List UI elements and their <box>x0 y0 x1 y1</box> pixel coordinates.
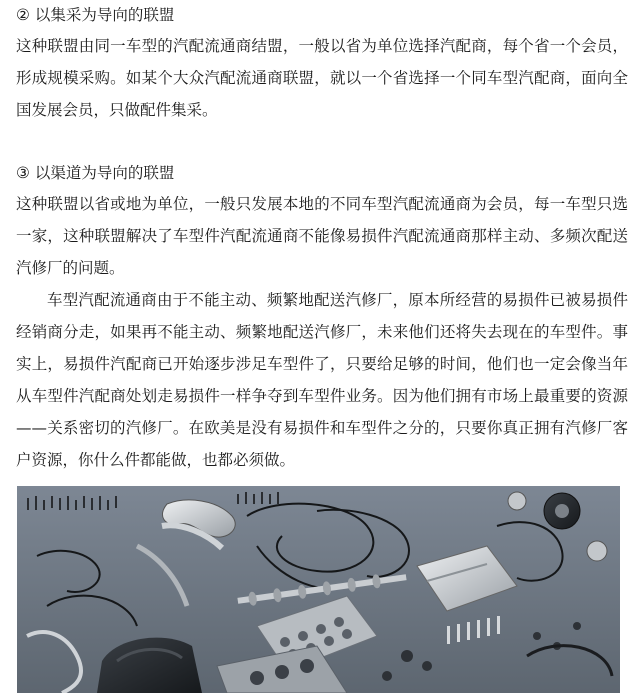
paragraph-channel-intro: 这种联盟以省或地为单位，一般只发展本地的不同车型汽配流通商为会员，每一车型只选一家，这种联盟解决了车型件汽配流通商不能像易损件汽配流通商那样主动、多频次配送汽修厂的问题。 <box>16 195 628 277</box>
paragraph-spacer <box>16 126 628 158</box>
section-heading-group-purchasing: ② 以集采为导向的联盟 <box>16 6 175 24</box>
paragraph-group-purchasing: 这种联盟由同一车型的汽配流通商结盟，一般以省为单位选择汽配商，每个省一个会员，形成规模采购。如某个大众汽配流通商联盟，就以一个省选择一个同车型汽配商，面向全国发展会员，只做配件集采。 <box>16 37 628 119</box>
section-heading-channel: ③ 以渠道为导向的联盟 <box>16 164 175 182</box>
engine-parts-photo <box>17 486 620 693</box>
article <box>16 0 628 476</box>
paragraph-channel-analysis: 车型汽配流通商由于不能主动、频繁地配送汽修厂，原本所经营的易损件已被易损件经销商分走，如果再不能主动、频繁地配送汽修厂，未来他们还将失去现在的车型件。事实上，易损件汽配商已开始逐步涉足车型件了，只要给足够的时间，他们也一定会像当年从车型件汽配商处划走易损件一样争夺到车型件业务。因为他们拥有市场上最重要的资源——关系密切的汽修厂。在欧美是没有易损件和车型件之分的，只要你真正拥有汽修厂客户资源，你什么件都能做，也都必须做。 <box>16 291 628 469</box>
